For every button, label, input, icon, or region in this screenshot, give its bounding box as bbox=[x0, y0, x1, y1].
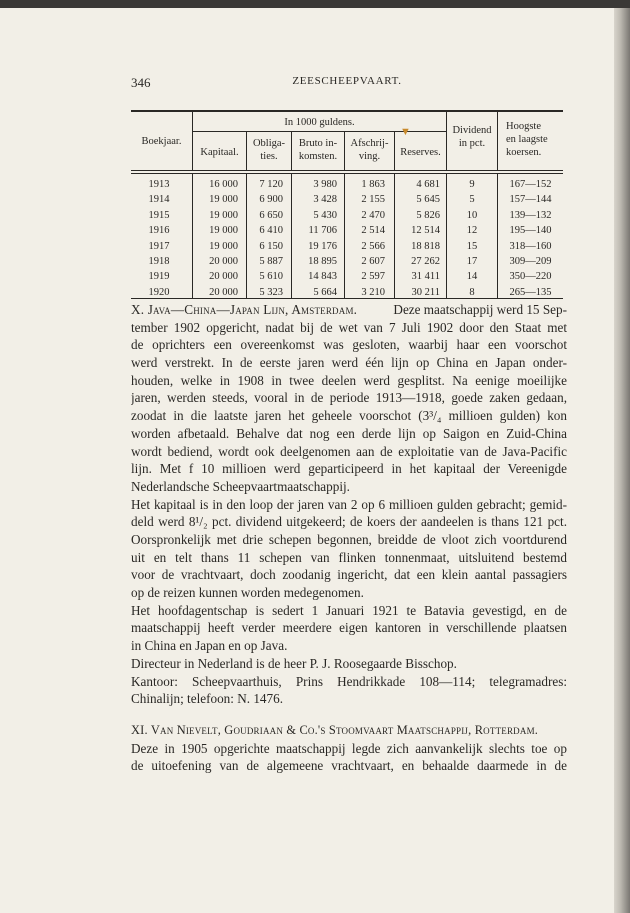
financial-table bbox=[131, 110, 563, 300]
text-line: op de reizen kunnen worden medegenomen. bbox=[131, 585, 364, 601]
header-koersen: Hoogste en laagste koersen. bbox=[506, 121, 548, 158]
cell-kapitaal: 19 000 bbox=[209, 194, 238, 206]
cell-afschrijving: 2 470 bbox=[361, 209, 385, 221]
cell-bruto: 3 428 bbox=[313, 194, 337, 206]
cell-jaar: 1915 bbox=[148, 209, 170, 221]
text-line: jaren, werden steeds, vooral in de periode 1913—1918, goede zaken gedaan, bbox=[131, 390, 567, 406]
cell-obligaties: 6 900 bbox=[259, 194, 283, 206]
cell-koersen: 167—152 bbox=[509, 179, 552, 190]
text-line: werd verstrekt. In de eerste jaren werd één lijn op China en Japan onder- bbox=[131, 355, 567, 371]
cell-jaar: 1920 bbox=[148, 286, 170, 298]
cell-kapitaal: 19 000 bbox=[209, 209, 238, 221]
cell-obligaties: 5 323 bbox=[259, 286, 283, 298]
section-x-heading: X. Java—China—Japan Lijn, Amsterdam. bbox=[131, 302, 358, 317]
page-edge bbox=[614, 8, 630, 913]
bookmark-icon: ▼ bbox=[400, 126, 411, 138]
text-line: de uitoefening van de algemeene vrachtvaart, en behaalde daarmede in de bbox=[131, 758, 567, 774]
text-line: uit en telt thans 11 schepen van flinken tonnenmaat, uitsluitend bestemd bbox=[131, 549, 567, 565]
cell-reserves: 27 262 bbox=[411, 256, 440, 267]
kantoor-line: Chinalijn; telefoon: N. 1476. bbox=[131, 691, 284, 707]
text-line: Het hoofdagentschap is sedert 1 Januari 1921 te Batavia gevestigd, en de bbox=[131, 602, 567, 618]
cell-bruto: 19 176 bbox=[308, 240, 337, 252]
cell-bruto: 5 430 bbox=[313, 209, 337, 221]
text-line: maatschappij heeft verder meerdere eigen kantoren in verschillende plaatsen bbox=[131, 620, 567, 636]
cell-obligaties: 5 887 bbox=[259, 256, 283, 267]
section-x-first-line: X. Java—China—Japan Lijn, Amsterdam. Deze maatschappij werd 15 Sep- bbox=[131, 302, 567, 317]
header-bruto: Bruto in- komsten. bbox=[298, 138, 338, 162]
page-header bbox=[131, 75, 563, 91]
header-obligaties: Obliga- ties. bbox=[252, 138, 286, 162]
cell-dividend: 9 bbox=[469, 179, 475, 190]
cell-afschrijving: 2 155 bbox=[361, 194, 385, 206]
cell-kapitaal: 19 000 bbox=[209, 240, 238, 252]
cell-koersen: 309—209 bbox=[509, 256, 552, 267]
cell-kapitaal: 20 000 bbox=[209, 286, 238, 298]
text-line: tember 1902 opgericht, nadat bij de wet van 7 Juli 1902 door den Staat met bbox=[131, 319, 567, 335]
cell-kapitaal: 20 000 bbox=[209, 271, 238, 283]
cell-kapitaal: 19 000 bbox=[209, 225, 238, 237]
table-row bbox=[131, 269, 563, 285]
header-afschrijving: Afschrij- ving. bbox=[350, 138, 389, 162]
cell-kapitaal: 16 000 bbox=[209, 179, 238, 190]
cell-koersen: 265—135 bbox=[509, 286, 552, 298]
cell-jaar: 1916 bbox=[148, 225, 170, 237]
text-line: lijn. Met f 10 millioen werd geparticipeerd in het kapitaal der Vereenigde bbox=[131, 461, 567, 477]
cell-koersen: 318—160 bbox=[509, 240, 552, 252]
cell-dividend: 10 bbox=[466, 209, 478, 221]
cell-dividend: 5 bbox=[469, 194, 475, 206]
page-number: 346 bbox=[131, 75, 151, 90]
cell-afschrijving: 2 566 bbox=[361, 240, 385, 252]
text-line: zoodat in die laatste jaren het geheele voorschot (3³/₄ millioen gulden) kon bbox=[131, 408, 567, 424]
cell-reserves: 12 514 bbox=[411, 225, 440, 237]
cell-koersen: 157—144 bbox=[509, 194, 552, 206]
cell-dividend: 17 bbox=[466, 256, 478, 267]
cell-reserves: 4 681 bbox=[416, 179, 440, 190]
cell-jaar: 1917 bbox=[148, 240, 170, 252]
header-boekjaar: Boekjaar. bbox=[141, 136, 182, 147]
header-kapitaal: Kapitaal. bbox=[200, 147, 239, 158]
header-group: In 1000 guldens. bbox=[284, 117, 355, 128]
text-line: houden, welke in 1908 in twee deelen werd gesplitst. Na eenige moeilijke bbox=[131, 372, 567, 388]
text-line: Het kapitaal is in den loop der jaren van 2 op 6 millioen gulden gebracht; gemid- bbox=[131, 496, 567, 512]
text-line: worden afbetaald. Behalve dat nog een derde lijn op Saigon en Zuid-China bbox=[131, 425, 567, 441]
cell-obligaties: 6 410 bbox=[259, 225, 283, 237]
cell-reserves: 5 826 bbox=[416, 209, 440, 221]
cell-afschrijving: 3 210 bbox=[361, 286, 385, 298]
cell-reserves: 30 211 bbox=[411, 286, 440, 298]
table-row bbox=[131, 239, 563, 255]
cell-dividend: 8 bbox=[469, 286, 475, 298]
text-line: deld werd 8¹/₂ pct. dividend uitgekeerd; de koers der aandeelen is thans 121 pct. bbox=[131, 514, 567, 530]
table-row bbox=[131, 285, 563, 301]
cell-jaar: 1914 bbox=[148, 194, 170, 206]
kantoor-line: Kantoor: Scheepvaarthuis, Prins Hendrikkade 108—114; telegramadres: bbox=[131, 673, 567, 689]
cell-reserves: 31 411 bbox=[411, 271, 440, 283]
running-title: ZEESCHEEPVAART. bbox=[292, 75, 402, 87]
table-row bbox=[131, 254, 563, 270]
cell-koersen: 195—140 bbox=[509, 225, 552, 237]
text-line: Nederlandsche Scheepvaartmaatschappij. bbox=[131, 478, 350, 494]
cell-bruto: 3 980 bbox=[313, 179, 337, 190]
table-row bbox=[131, 223, 563, 239]
cell-bruto: 5 664 bbox=[313, 286, 337, 298]
cell-bruto: 18 895 bbox=[308, 256, 337, 267]
cell-kapitaal: 20 000 bbox=[209, 256, 238, 267]
header-reserves: Reserves. bbox=[400, 147, 441, 158]
text-line: Oorspronkelijk met drie schepen begonnen, breidde de vloot zich voortdurend bbox=[131, 531, 567, 547]
section-xi-heading: XI. Van Nievelt, Goudriaan & Co.'s Stoomvaart Maatschappij, Rotterdam. bbox=[131, 722, 539, 737]
cell-obligaties: 6 150 bbox=[259, 240, 283, 252]
table-row bbox=[131, 177, 563, 193]
cell-reserves: 18 818 bbox=[411, 240, 440, 252]
cell-afschrijving: 2 597 bbox=[361, 271, 385, 283]
text-line: de oprichters een overeenkomst was gesloten, waarbij haar een voorschot bbox=[131, 337, 567, 353]
cell-obligaties: 5 610 bbox=[259, 271, 283, 283]
directeur-line: Directeur in Nederland is de heer P. J. Roosegaarde Bisschop. bbox=[131, 655, 457, 671]
cell-dividend: 14 bbox=[466, 271, 478, 283]
table-row bbox=[131, 208, 563, 224]
text-line: in China en Japan en op Java. bbox=[131, 638, 288, 654]
header-dividend: Dividend in pct. bbox=[452, 125, 492, 149]
cell-jaar: 1919 bbox=[148, 271, 170, 283]
cell-obligaties: 6 650 bbox=[259, 209, 283, 221]
body-text bbox=[131, 301, 567, 775]
cell-jaar: 1918 bbox=[148, 256, 170, 267]
cell-reserves: 5 645 bbox=[416, 194, 440, 206]
cell-koersen: 350—220 bbox=[509, 271, 552, 283]
cell-jaar: 1913 bbox=[148, 179, 170, 190]
text-line: wordt bediend, wordt ook deelgenomen aan de exploitatie van de Java-Pacific bbox=[131, 443, 567, 459]
cell-dividend: 15 bbox=[466, 240, 478, 252]
cell-obligaties: 7 120 bbox=[259, 179, 283, 190]
cell-koersen: 139—132 bbox=[509, 209, 552, 221]
cell-afschrijving: 2 514 bbox=[361, 225, 385, 237]
text-line: voor de vrachtvaart, doch zoodanig ingericht, dat een klein aantal passagiers bbox=[131, 567, 567, 583]
cell-bruto: 14 843 bbox=[308, 271, 337, 283]
text-line: Deze in 1905 opgerichte maatschappij legde zich aanvankelijk slechts toe op bbox=[131, 740, 567, 756]
cell-bruto: 11 706 bbox=[308, 225, 337, 237]
cell-dividend: 12 bbox=[466, 225, 478, 237]
table-row bbox=[131, 192, 563, 208]
cell-afschrijving: 2 607 bbox=[361, 256, 385, 267]
cell-afschrijving: 1 863 bbox=[361, 179, 385, 190]
